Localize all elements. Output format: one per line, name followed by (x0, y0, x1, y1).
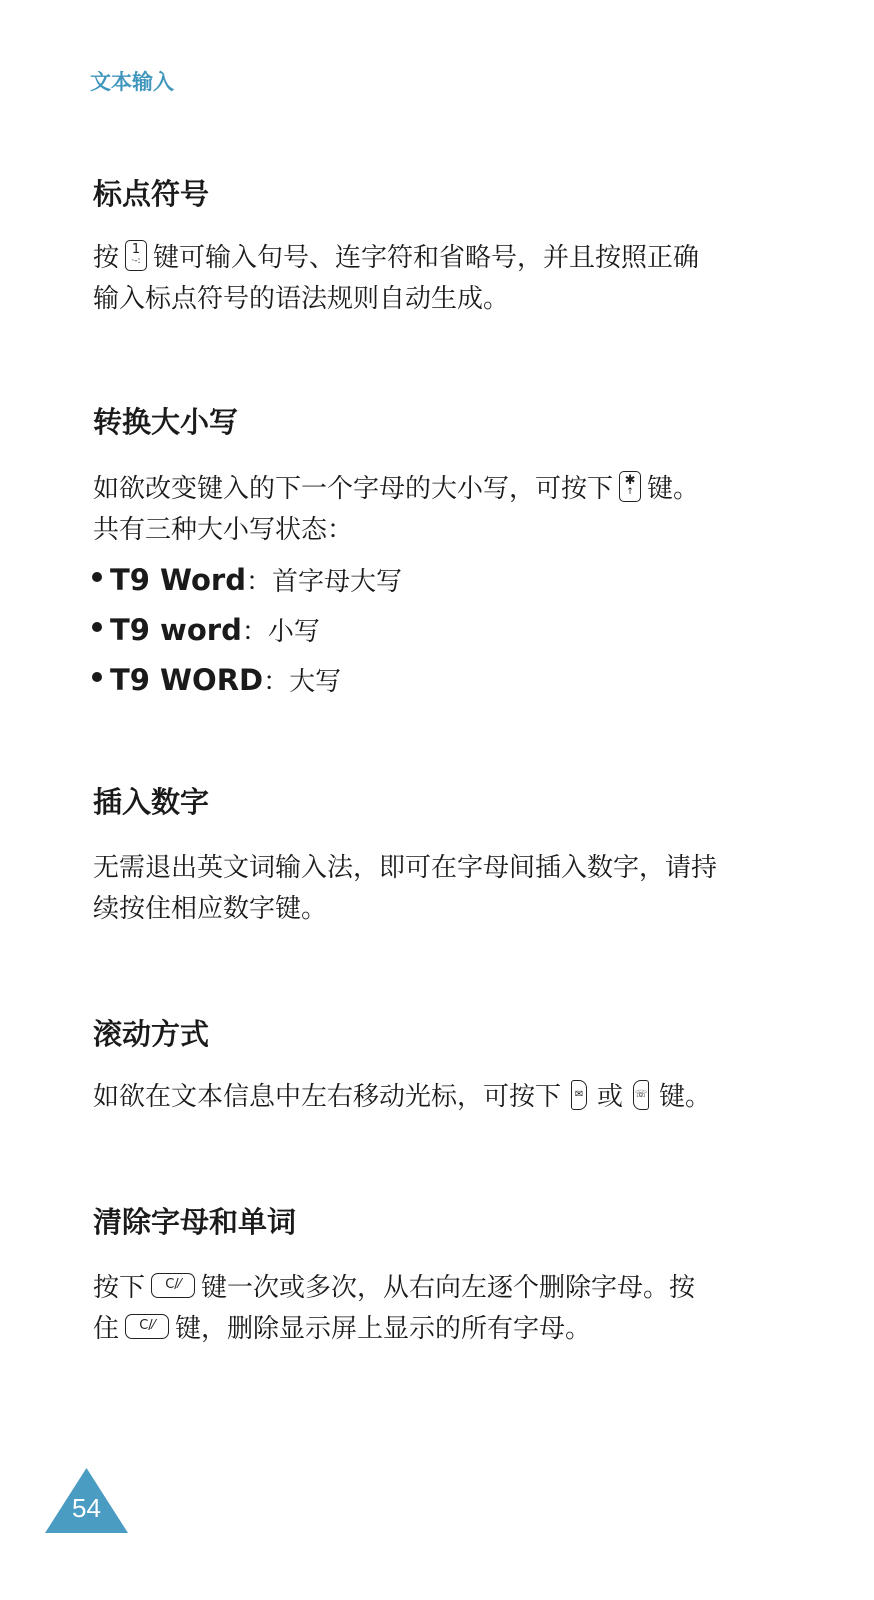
body-line: 按 1 ·-: 键可输入句号、连字符和省略号，并且按照正确 (93, 242, 700, 273)
body-line: 住 C/⁄ 键，删除显示屏上显示的所有字母。 (93, 1314, 592, 1344)
body-line: 续按住相应数字键。 (93, 894, 328, 924)
clear-key-icon: C/⁄ (125, 1314, 169, 1339)
section-body-scroll (93, 1077, 711, 1118)
clear-key-icon: C/⁄ (151, 1273, 195, 1298)
body-line: 按下 C/⁄ 键一次或多次，从右向左逐个删除字母。按 (93, 1273, 696, 1303)
section-title-clear: 清除字母和单词 (93, 1205, 297, 1239)
body-line: 共有三种大小写状态： (93, 515, 354, 545)
section-body-clear (93, 1268, 695, 1350)
section-body-insert-number (93, 848, 717, 930)
section-body-punctuation (93, 238, 699, 320)
bullet-icon (92, 572, 102, 582)
right-nav-key-icon: ☏ (633, 1080, 649, 1110)
section-body-case (93, 469, 699, 551)
body-line: 输入标点符号的语法规则自动生成。 (93, 284, 510, 314)
key-1-icon: 1 ·-: (125, 240, 147, 271)
list-item: T9 WORD：大写 (92, 660, 341, 700)
body-line: 如欲在文本信息中左右移动光标，可按下 ✉ 或 ☏ 键。 (93, 1077, 711, 1118)
running-header: 文本输入 (90, 70, 174, 94)
body-line: 无需退出英文词输入法，即可在字母间插入数字，请持 (93, 853, 718, 883)
section-title-scroll: 滚动方式 (93, 1017, 210, 1051)
list-item: T9 word：小写 (92, 610, 320, 650)
bullet-icon (92, 672, 102, 682)
key-star-icon: ✱ ↑ (619, 471, 641, 502)
section-title-insert-number: 插入数字 (93, 785, 210, 819)
body-line: 如欲改变键入的下一个字母的大小写，可按下 ✱ ↑ 键。 (93, 473, 700, 504)
list-item: T9 Word：首字母大写 (92, 560, 402, 600)
page-number: 54 (72, 1493, 101, 1523)
section-title-punctuation: 标点符号 (93, 177, 210, 211)
left-nav-key-icon: ✉ (571, 1080, 587, 1110)
section-title-case: 转换大小写 (93, 405, 239, 439)
bullet-icon (92, 622, 102, 632)
